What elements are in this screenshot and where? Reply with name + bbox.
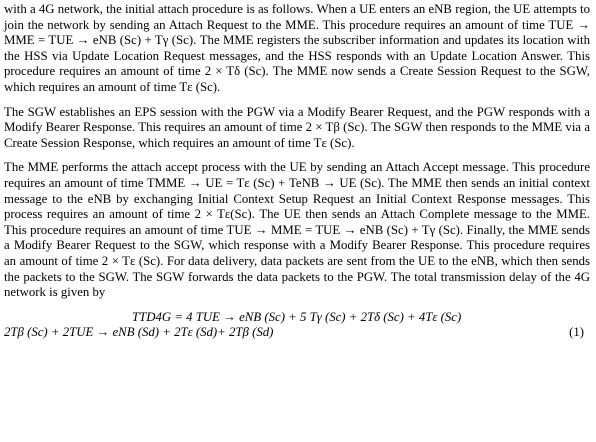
equation-line-1: TTD4G = 4 TUE → eNB (Sc) + 5 Tγ (Sc) + 2Tδ (Sc) + 4Tε (Sc) <box>132 309 462 324</box>
paragraph-initial-attach: with a 4G network, the initial attach procedure is as follows. When a UE enters an eNB region, the UE attempts to join the network by sending an Attach Request to the MME. This procedure requires an amount of time TUE → MME = TUE → eNB (Sc) + Tγ (Sc). The MME registers the subscriber information and updates its location with the HSS via Update Location Request messages, and the HSS responds with an Update Location Answer. This procedure requires an amount of time 2 × Tδ (Sc). The MME now sends a Create Session Request to the SGW, which requires an amount of time Tε (Sc). <box>4 2 590 94</box>
equation-line-2: 2Tβ (Sc) + 2TUE → eNB (Sd) + 2Tε (Sd)+ 2Tβ (Sd) <box>4 325 274 340</box>
equation-total-delay <box>4 310 590 341</box>
equation-number: (1) <box>569 325 584 340</box>
paragraph-eps-session: The SGW establishes an EPS session with the PGW via a Modify Bearer Request, and the PGW responds with a Modify Bearer Response. This requires an amount of time 2 × Tβ (Sc). The SGW then responds to the MME via a Create Session Response, which requires an amount of time Tε (Sc). <box>4 104 590 150</box>
document-page <box>4 2 590 341</box>
paragraph-attach-accept: The MME performs the attach accept process with the UE by sending an Attach Accept message. This procedure requires an amount of time TMME → UE = Tε (Sc) + TeNB → UE (Sc). The MME then sends an initial context message to the eNB by exchanging Initial Context Setup Request an Initial Context Response messages. This process requires an amount of time 2 × Tε(Sc). The UE then sends an Attach Complete message to the MME. This procedure requires an amount of time TUE → MME = TUE → eNB (Sc) + Tγ (Sc). Finally, the MME sends a Modify Bearer Request to the SGW, which response with a Modify Bearer Response. This procedure requires an amount of time 2 × Tε (Sc). For data delivery, data packets are sent from the UE to the eNB, which then sends the packets to the SGW. The SGW forwards the data packets to the PGW. The total transmission delay of the 4G network is given by <box>4 160 590 300</box>
